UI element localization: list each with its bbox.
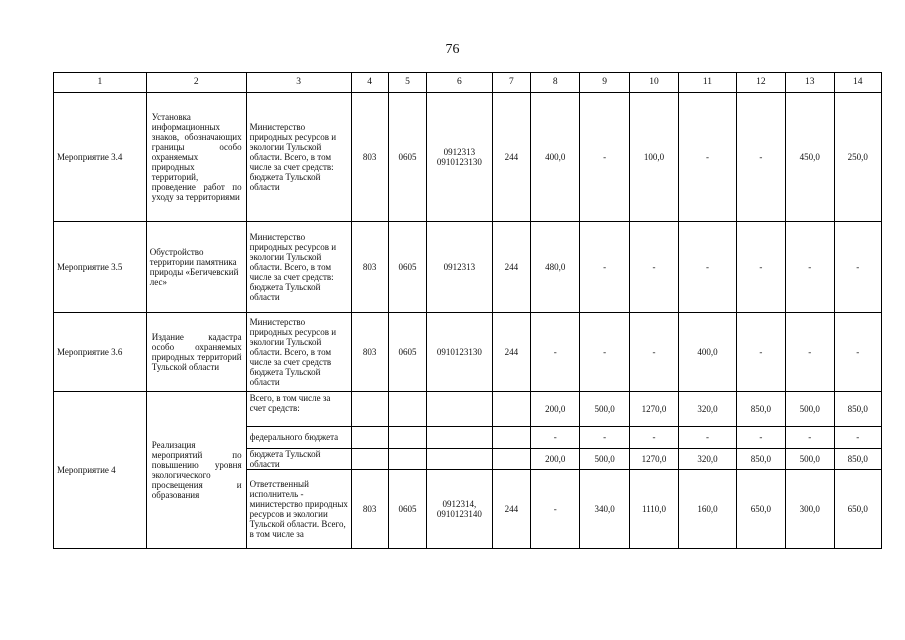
cell-c12: -: [736, 93, 785, 222]
col-header: 12: [736, 73, 785, 93]
cell-c8: 400,0: [530, 93, 579, 222]
measure-name: Издание кадастра особо охраняемых природных территорий Тульской области: [146, 313, 246, 392]
cell-c11: 160,0: [679, 470, 736, 549]
cell-c6: [427, 449, 493, 470]
col-header: 3: [246, 73, 351, 93]
table-row: [54, 93, 882, 222]
cell-c8: 200,0: [530, 449, 579, 470]
measure-name: Обустройство территории памятника природы «Бегичевский лес»: [146, 222, 246, 313]
cell-c5: 0605: [388, 470, 426, 549]
cell-c7: [492, 449, 530, 470]
col-header: 11: [679, 73, 736, 93]
measure-id: Мероприятие 3.6: [54, 313, 147, 392]
cell-c10: -: [629, 222, 678, 313]
cell-c7: [492, 427, 530, 449]
cell-c4: 803: [351, 470, 388, 549]
table-row: [54, 392, 882, 427]
cell-c11: -: [679, 222, 736, 313]
cell-c12: 650,0: [736, 470, 785, 549]
col-header: 4: [351, 73, 388, 93]
cell-c14: 250,0: [834, 93, 882, 222]
cell-c9: -: [580, 427, 629, 449]
cell-c9: -: [580, 313, 629, 392]
cell-c5: [388, 427, 426, 449]
cell-c11: 320,0: [679, 392, 736, 427]
table-row: [54, 313, 882, 392]
cell-c10: -: [629, 313, 678, 392]
col-header: 7: [492, 73, 530, 93]
funding-regional-label: бюджета Тульской области: [246, 449, 351, 470]
executor-cell: Министерство природных ресурсов и экологии Тульской области. Всего, в том числе за счет средств: бюджета Тульской области: [246, 222, 351, 313]
cell-c14: 850,0: [834, 392, 882, 427]
cell-c13: 450,0: [786, 93, 834, 222]
cell-c8: -: [530, 427, 579, 449]
measure-name: Установка информационных знаков, обозначающих границы особо охраняемых природных территорий, проведение работ по уходу за территориями: [146, 93, 246, 222]
cell-c12: -: [736, 313, 785, 392]
cell-c13: -: [786, 313, 834, 392]
col-header: 1: [54, 73, 147, 93]
measure-id: Мероприятие 3.4: [54, 93, 147, 222]
cell-c6: 0912313: [427, 222, 493, 313]
cell-c6: 0910123130: [427, 313, 493, 392]
cell-c13: 500,0: [786, 449, 834, 470]
cell-c12: -: [736, 222, 785, 313]
cell-c5: 0605: [388, 313, 426, 392]
cell-c10: 1110,0: [629, 470, 678, 549]
col-header: 10: [629, 73, 678, 93]
cell-c7: 244: [492, 222, 530, 313]
cell-c4: 803: [351, 222, 388, 313]
measure-id: Мероприятие 4: [54, 392, 147, 549]
funding-federal-label: федерального бюджета: [246, 427, 351, 449]
executor-cell: Министерство природных ресурсов и экологии Тульской области. Всего, в том числе за счет средств: бюджета Тульской области: [246, 93, 351, 222]
cell-c13: -: [786, 222, 834, 313]
col-header: 5: [388, 73, 426, 93]
cell-c6: 0912314, 0910123140: [427, 470, 493, 549]
cell-c5: [388, 449, 426, 470]
cell-c11: -: [679, 427, 736, 449]
cell-c11: -: [679, 93, 736, 222]
cell-c8: 480,0: [530, 222, 579, 313]
cell-c8: -: [530, 313, 579, 392]
cell-c14: -: [834, 313, 882, 392]
col-header: 13: [786, 73, 834, 93]
executor-cell: Министерство природных ресурсов и экологии Тульской области. Всего, в том числе за счет средств бюджета Тульской области: [246, 313, 351, 392]
col-header: 8: [530, 73, 579, 93]
table-row: [54, 222, 882, 313]
cell-c12: -: [736, 427, 785, 449]
cell-c12: 850,0: [736, 392, 785, 427]
cell-c9: -: [580, 222, 629, 313]
cell-c8: 200,0: [530, 392, 579, 427]
measure-id: Мероприятие 3.5: [54, 222, 147, 313]
cell-c4: 803: [351, 313, 388, 392]
col-header: 9: [580, 73, 629, 93]
cell-c8: -: [530, 470, 579, 549]
col-header: 2: [146, 73, 246, 93]
funding-total-label: Всего, в том числе за счет средств:: [246, 392, 351, 427]
cell-c4: [351, 427, 388, 449]
cell-c14: -: [834, 427, 882, 449]
col-header: 14: [834, 73, 882, 93]
page-number: 76: [445, 42, 460, 57]
cell-c13: 500,0: [786, 392, 834, 427]
cell-c12: 850,0: [736, 449, 785, 470]
column-number-row: [54, 73, 882, 93]
cell-c7: 244: [492, 313, 530, 392]
cell-c7: [492, 392, 530, 427]
measure-name: Реализация мероприятий по повышению уровня экологического просвещения и образования: [146, 392, 246, 549]
cell-c9: 340,0: [580, 470, 629, 549]
cell-c10: 1270,0: [629, 449, 678, 470]
cell-c7: 244: [492, 93, 530, 222]
cell-c4: 803: [351, 93, 388, 222]
cell-c7: 244: [492, 470, 530, 549]
cell-c10: 1270,0: [629, 392, 678, 427]
cell-c14: 850,0: [834, 449, 882, 470]
cell-c11: 320,0: [679, 449, 736, 470]
cell-c4: [351, 449, 388, 470]
cell-c5: 0605: [388, 222, 426, 313]
col-header: 6: [427, 73, 493, 93]
cell-c14: -: [834, 222, 882, 313]
cell-c13: -: [786, 427, 834, 449]
cell-c6: [427, 392, 493, 427]
cell-c9: 500,0: [580, 449, 629, 470]
cell-c6: [427, 427, 493, 449]
cell-c6: 0912313 0910123130: [427, 93, 493, 222]
cell-c9: 500,0: [580, 392, 629, 427]
cell-c10: 100,0: [629, 93, 678, 222]
cell-c13: 300,0: [786, 470, 834, 549]
cell-c9: -: [580, 93, 629, 222]
cell-c14: 650,0: [834, 470, 882, 549]
budget-table: [53, 72, 882, 549]
executor-cell: Ответственный исполнитель - министерство природных ресурсов и экологии Тульской области. Всего, в том числе за: [246, 470, 351, 549]
cell-c11: 400,0: [679, 313, 736, 392]
cell-c5: [388, 392, 426, 427]
cell-c10: -: [629, 427, 678, 449]
cell-c5: 0605: [388, 93, 426, 222]
cell-c4: [351, 392, 388, 427]
